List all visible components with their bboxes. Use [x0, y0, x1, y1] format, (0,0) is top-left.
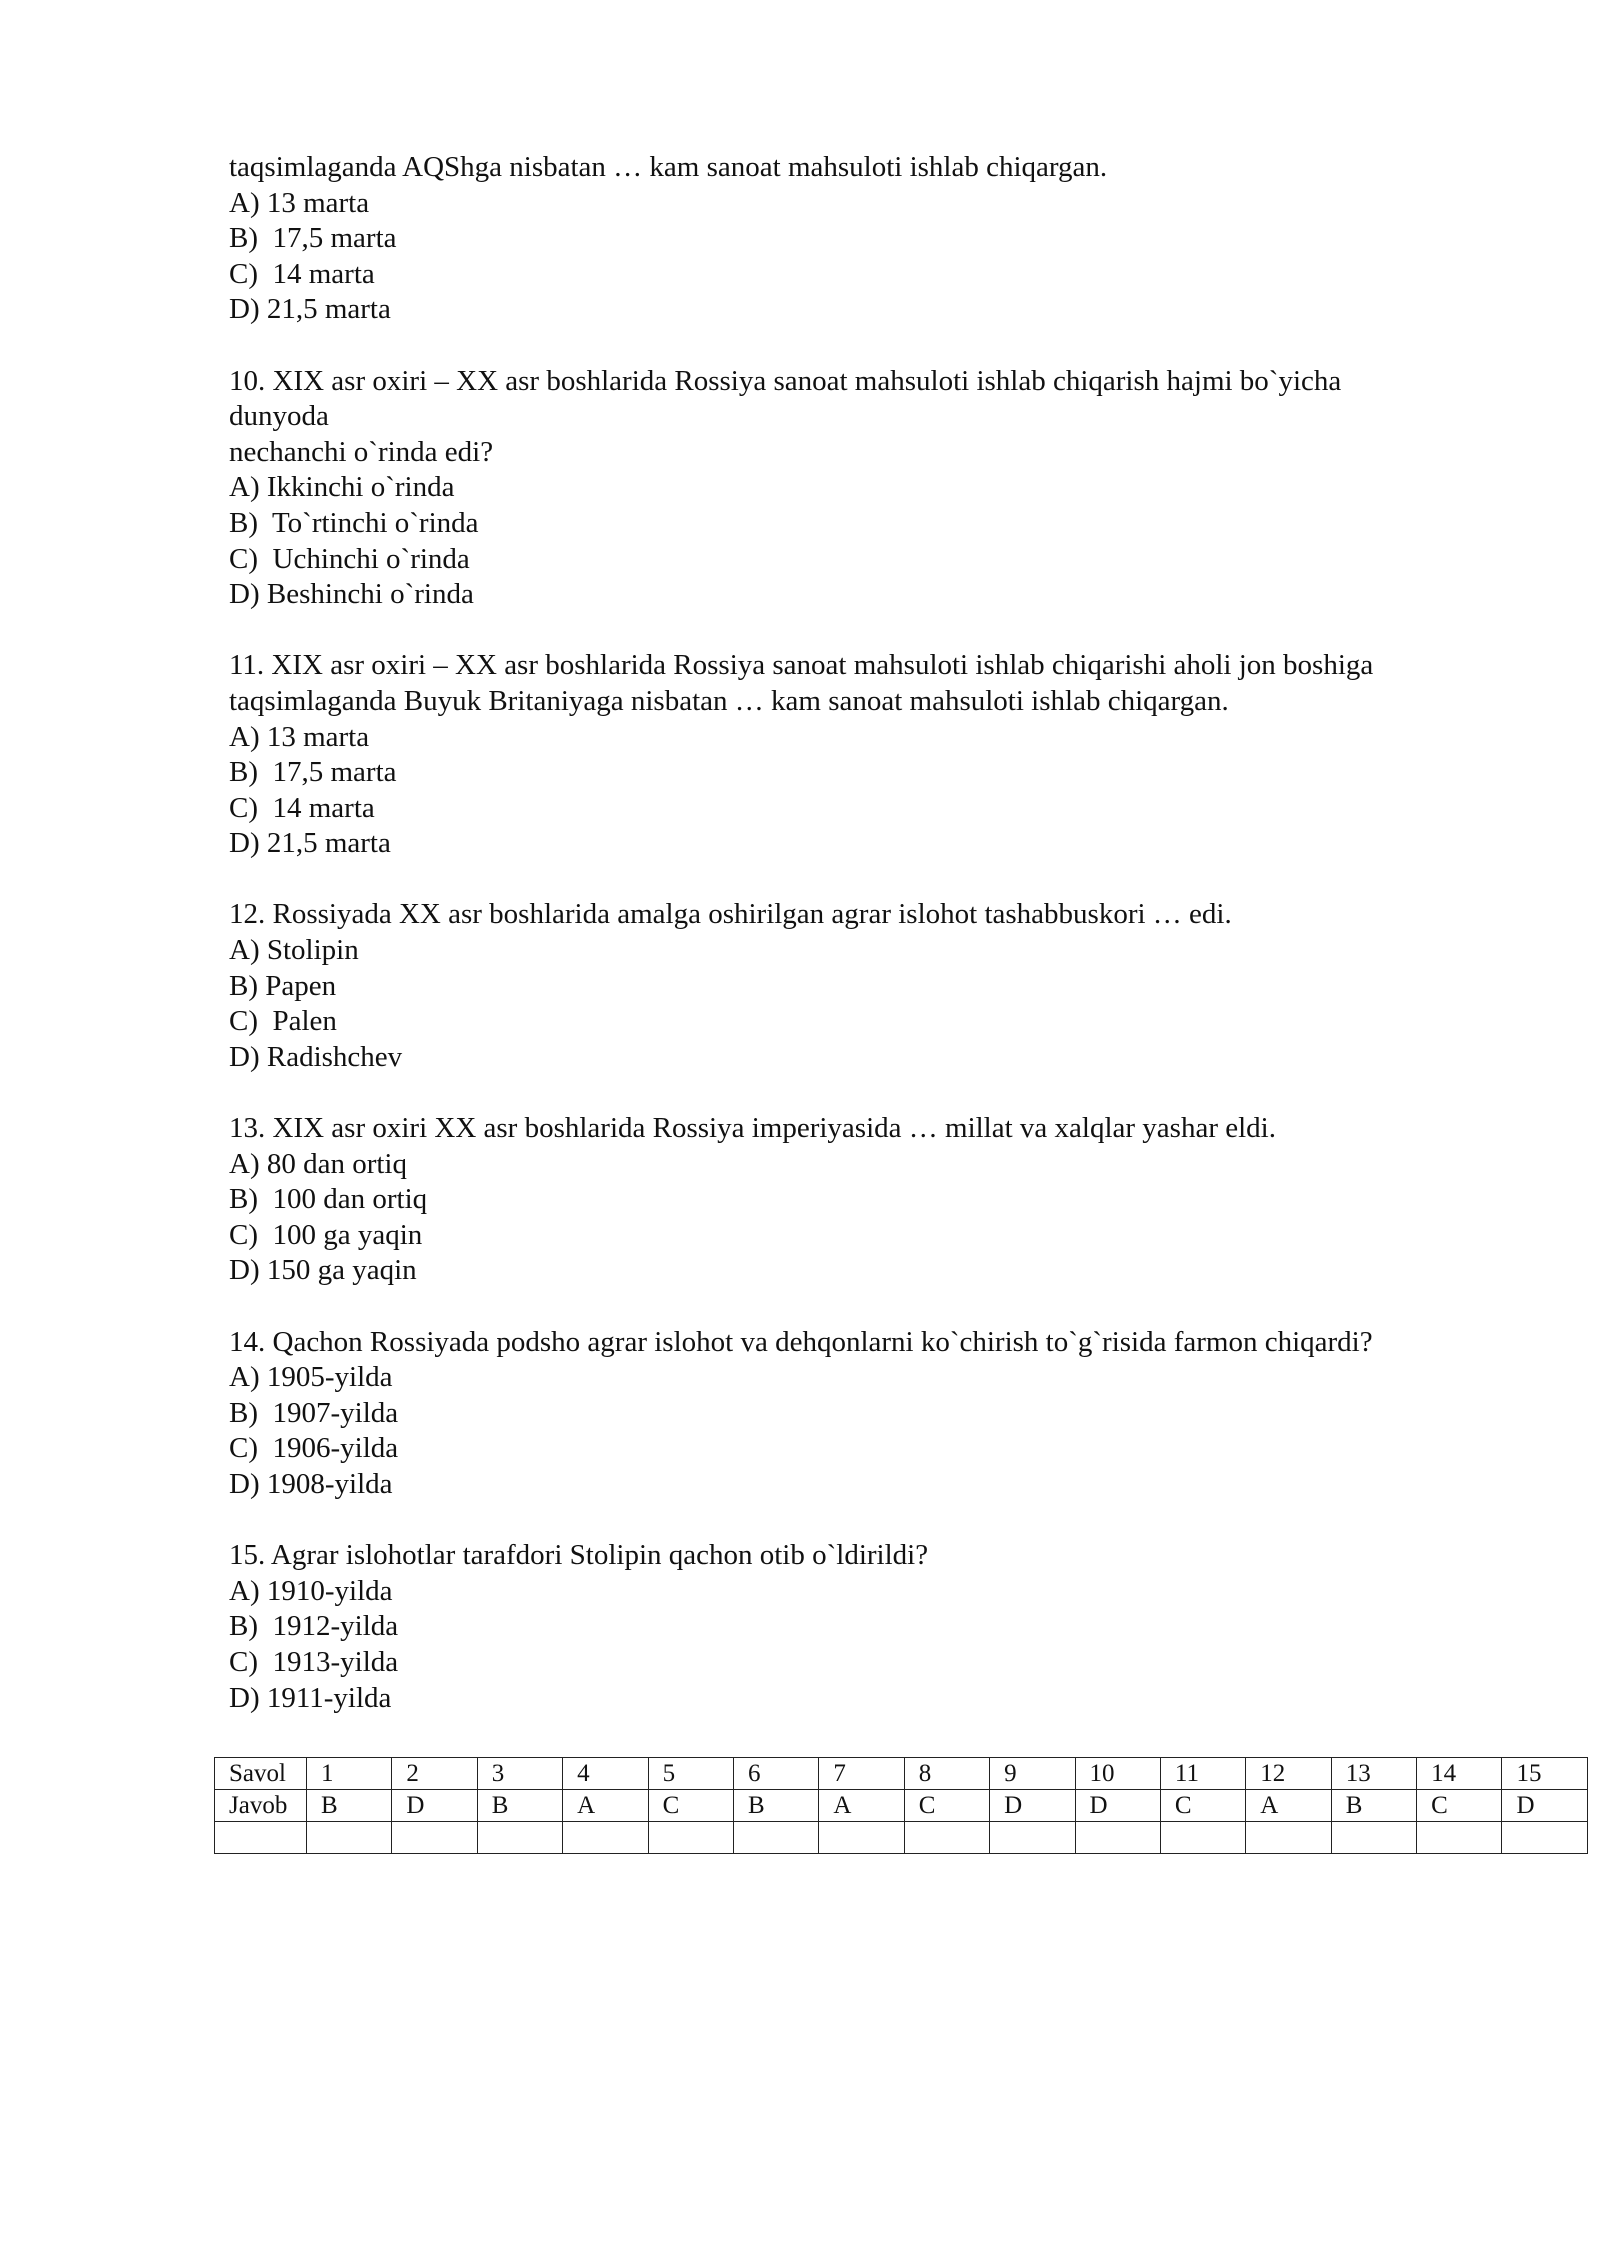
table-cell: 3 — [477, 1758, 562, 1790]
table-cell: B — [1331, 1790, 1416, 1822]
table-cell: Savol — [215, 1758, 307, 1790]
table-cell: 12 — [1246, 1758, 1331, 1790]
table-cell: B — [477, 1790, 562, 1822]
table-cell: D — [990, 1790, 1075, 1822]
table-cell — [477, 1822, 562, 1854]
answer-key-table — [214, 1757, 1588, 1854]
question-text-line: taqsimlaganda AQShga nisbatan … kam sanoat mahsuloti ishlab chiqargan. — [229, 151, 1108, 183]
table-cell — [563, 1822, 648, 1854]
table-cell — [904, 1822, 989, 1854]
table-row-savol — [215, 1758, 1588, 1790]
table-cell: A — [1246, 1790, 1331, 1822]
answer-option: B) To`rtinchi o`rinda — [229, 506, 479, 539]
table-cell: 1 — [307, 1758, 392, 1790]
table-cell: D — [1075, 1790, 1160, 1822]
table-cell: A — [819, 1790, 904, 1822]
table-cell — [1075, 1822, 1160, 1854]
table-row-javob — [215, 1790, 1588, 1822]
table-cell — [733, 1822, 818, 1854]
question-text-line: 13. XIX asr oxiri XX asr boshlarida Rossiya imperiyasida … millat va xalqlar yashar eldi. — [229, 1112, 1276, 1145]
table-cell — [392, 1822, 477, 1854]
answer-option: C) 1913-yilda — [229, 1645, 399, 1678]
answer-option: C) Palen — [229, 1005, 337, 1038]
question-15 — [229, 1538, 1549, 1716]
answer-option: C) 14 marta — [229, 791, 375, 824]
answer-option: D) 1908-yilda — [229, 1467, 393, 1500]
table-cell: 10 — [1075, 1758, 1160, 1790]
question-text-line: 15. Agrar islohotlar tarafdori Stolipin qachon otib o`ldirildi? — [229, 1539, 929, 1572]
table-cell: 7 — [819, 1758, 904, 1790]
table-cell — [215, 1822, 307, 1854]
answer-option: D) Beshinchi o`rinda — [229, 578, 474, 611]
answer-option: B) Papen — [229, 969, 337, 1002]
table-cell: 2 — [392, 1758, 477, 1790]
table-cell: C — [904, 1790, 989, 1822]
question-list — [229, 150, 1549, 1752]
table-cell — [1502, 1822, 1588, 1854]
question-9-continuation — [229, 150, 1549, 328]
answer-option: C) 14 marta — [229, 257, 375, 290]
answer-option: C) 1906-yilda — [229, 1432, 399, 1465]
question-text-line: 11. XIX asr oxiri – XX asr boshlarida Rossiya sanoat mahsuloti ishlab chiqarishi aholi jon boshiga — [229, 649, 1374, 682]
question-text-line: dunyoda — [229, 400, 329, 433]
table-cell: B — [733, 1790, 818, 1822]
question-text-line: nechanchi o`rinda edi? — [229, 435, 494, 468]
answer-option: B) 100 dan ortiq — [229, 1183, 428, 1216]
table-cell: D — [1502, 1790, 1588, 1822]
table-cell — [1246, 1822, 1331, 1854]
table-cell — [1417, 1822, 1502, 1854]
table-cell: D — [392, 1790, 477, 1822]
answer-option: A) Stolipin — [229, 934, 359, 967]
table-cell: 5 — [648, 1758, 733, 1790]
question-text-line: taqsimlaganda Buyuk Britaniyaga nisbatan … kam sanoat mahsuloti ishlab chiqargan. — [229, 684, 1229, 717]
answer-option: C) 100 ga yaqin — [229, 1218, 423, 1251]
table-cell — [1331, 1822, 1416, 1854]
table-cell: C — [1417, 1790, 1502, 1822]
question-10 — [229, 364, 1549, 613]
table-cell: B — [307, 1790, 392, 1822]
table-cell — [990, 1822, 1075, 1854]
answer-option: C) Uchinchi o`rinda — [229, 542, 470, 575]
question-11 — [229, 648, 1549, 862]
table-cell: 14 — [1417, 1758, 1502, 1790]
answer-option: D) 150 ga yaqin — [229, 1254, 417, 1287]
table-cell: 4 — [563, 1758, 648, 1790]
answer-option: D) 1911-yilda — [229, 1681, 392, 1714]
answer-option: A) 13 marta — [229, 720, 370, 753]
answer-option: A) Ikkinchi o`rinda — [229, 471, 455, 504]
table-cell — [648, 1822, 733, 1854]
table-cell: 15 — [1502, 1758, 1588, 1790]
answer-option: A) 13 marta — [229, 186, 370, 219]
table-cell: C — [648, 1790, 733, 1822]
answer-option: B) 1912-yilda — [229, 1610, 399, 1643]
table-cell: 8 — [904, 1758, 989, 1790]
answer-option: B) 17,5 marta — [229, 756, 397, 789]
question-text-line: 12. Rossiyada XX asr boshlarida amalga oshirilgan agrar islohot tashabbuskori … edi. — [229, 898, 1232, 931]
question-13 — [229, 1111, 1549, 1289]
table-cell: 11 — [1160, 1758, 1245, 1790]
table-cell: A — [563, 1790, 648, 1822]
table-cell — [1160, 1822, 1245, 1854]
question-text-line: 14. Qachon Rossiyada podsho agrar islohot va dehqonlarni ko`chirish to`g`risida farmon chiqardi? — [229, 1325, 1373, 1358]
answer-option: A) 1910-yilda — [229, 1574, 393, 1607]
answer-option: D) 21,5 marta — [229, 293, 391, 326]
table-cell — [307, 1822, 392, 1854]
question-text-line: 10. XIX asr oxiri – XX asr boshlarida Rossiya sanoat mahsuloti ishlab chiqarish hajmi bo`yicha — [229, 364, 1342, 397]
answer-option: D) Radishchev — [229, 1040, 403, 1073]
answer-option: B) 17,5 marta — [229, 222, 397, 255]
table-cell: 6 — [733, 1758, 818, 1790]
table-cell: 13 — [1331, 1758, 1416, 1790]
question-12 — [229, 897, 1549, 1075]
table-row-empty — [215, 1822, 1588, 1854]
table-cell: C — [1160, 1790, 1245, 1822]
table-cell: 9 — [990, 1758, 1075, 1790]
table-cell: Javob — [215, 1790, 307, 1822]
answer-option: A) 1905-yilda — [229, 1361, 393, 1394]
answer-option: A) 80 dan ortiq — [229, 1147, 407, 1180]
question-14 — [229, 1325, 1549, 1503]
table-cell — [819, 1822, 904, 1854]
answer-option: D) 21,5 marta — [229, 827, 391, 860]
answer-option: B) 1907-yilda — [229, 1396, 399, 1429]
